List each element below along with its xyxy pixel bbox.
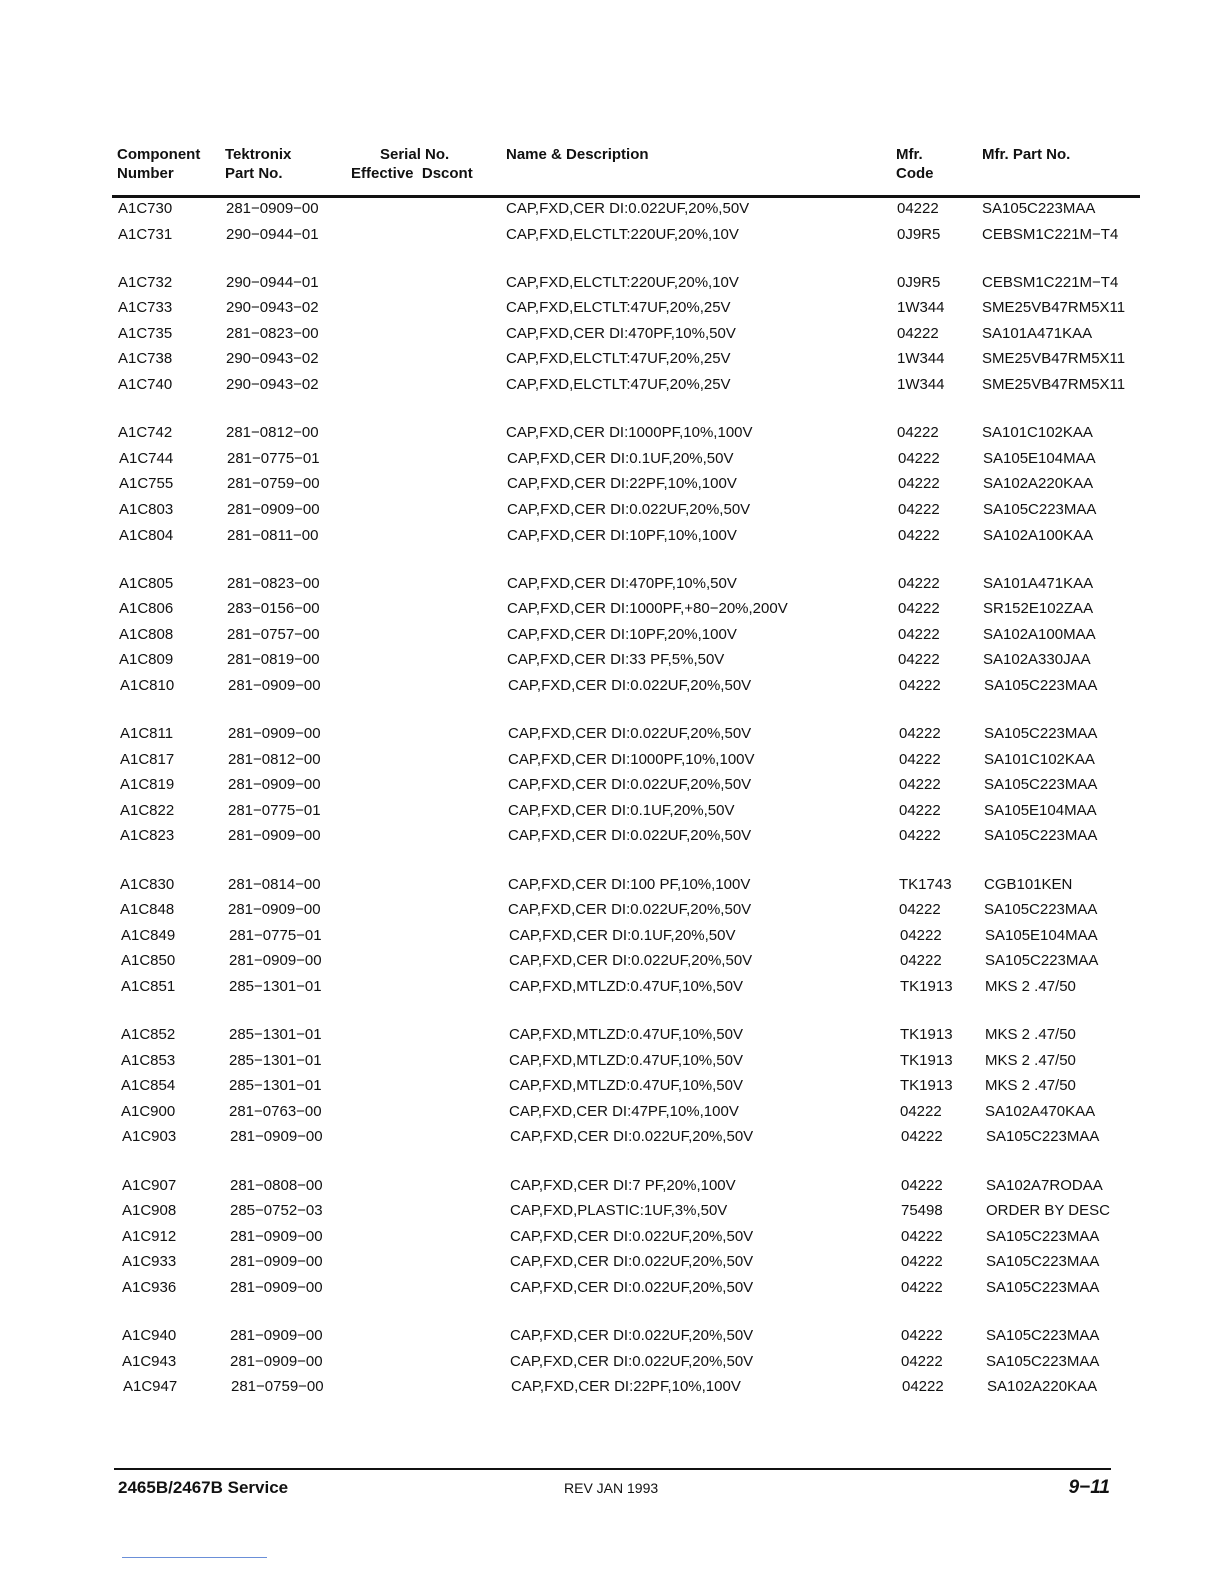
mfr-code: 04222 — [898, 475, 940, 493]
mfr-part-no: SA105C223MAA — [984, 901, 1098, 919]
mfr-part-no: MKS 2 .47/50 — [985, 977, 1076, 995]
table-row — [0, 1228, 1224, 1254]
mfr-part-no: SA102A220KAA — [987, 1378, 1098, 1396]
tektronix-part-no: 281−0909−00 — [230, 1253, 323, 1271]
component-number: A1C943 — [122, 1352, 177, 1370]
table-row — [0, 827, 1224, 853]
tektronix-part-no: 285−0752−03 — [230, 1202, 323, 1220]
component-number: A1C803 — [119, 500, 174, 518]
mfr-part-no: SA105C223MAA — [986, 1352, 1100, 1370]
name-description: CAP,FXD,CER DI:0.1UF,20%,50V — [508, 801, 735, 819]
component-number: A1C848 — [120, 901, 175, 919]
table-row — [0, 600, 1224, 626]
mfr-part-no: SA105C223MAA — [984, 776, 1098, 794]
name-description: CAP,FXD,CER DI:0.022UF,20%,50V — [510, 1128, 754, 1146]
component-number: A1C903 — [122, 1128, 177, 1146]
mfr-part-no: SA101A471KAA — [983, 574, 1094, 592]
mfr-part-no: MKS 2 .47/50 — [985, 1051, 1076, 1069]
mfr-code: 04222 — [899, 750, 941, 768]
tektronix-part-no: 281−0808−00 — [230, 1176, 323, 1194]
mfr-code: 04222 — [898, 500, 940, 518]
mfr-code: 04222 — [898, 651, 940, 669]
table-row — [0, 952, 1224, 978]
tektronix-part-no: 281−0909−00 — [228, 677, 321, 694]
name-description: CAP,FXD,ELCTLT:220UF,20%,10V — [506, 225, 739, 243]
tektronix-part-no: 281−0759−00 — [231, 1378, 324, 1396]
table-row — [0, 901, 1224, 927]
mfr-part-no: SME25VB47RM5X11 — [982, 350, 1126, 368]
table-row — [0, 424, 1224, 450]
component-number: A1C908 — [122, 1202, 177, 1220]
table-row — [0, 876, 1224, 902]
name-description: CAP,FXD,CER DI:0.022UF,20%,50V — [508, 677, 752, 694]
tektronix-part-no: 281−0775−01 — [229, 926, 322, 944]
table-row — [0, 325, 1224, 351]
table-row — [0, 575, 1224, 601]
table-row — [0, 1327, 1224, 1353]
table-row — [0, 274, 1224, 300]
component-number: A1C731 — [118, 225, 173, 243]
tektronix-part-no: 281−0757−00 — [227, 625, 320, 643]
name-description: CAP,FXD,MTLZD:0.47UF,10%,50V — [509, 1051, 743, 1069]
name-description: CAP,FXD,CER DI:100 PF,10%,100V — [508, 875, 751, 893]
mfr-code: 04222 — [901, 1227, 943, 1245]
mfr-part-no: SME25VB47RM5X11 — [982, 299, 1126, 317]
name-description: CAP,FXD,CER DI:0.1UF,20%,50V — [507, 449, 734, 467]
table-row — [0, 626, 1224, 652]
tektronix-part-no: 281−0909−00 — [230, 1227, 323, 1245]
mfr-part-no: SA102A220KAA — [983, 475, 1094, 493]
component-number: A1C730 — [118, 200, 173, 217]
component-number: A1C853 — [121, 1051, 176, 1069]
header-mfr-part-no: Mfr. Part No. — [982, 146, 1071, 163]
table-row — [0, 651, 1224, 677]
table-row — [0, 1378, 1224, 1404]
name-description: CAP,FXD,CER DI:47PF,10%,100V — [509, 1102, 739, 1120]
tektronix-part-no: 281−0812−00 — [226, 424, 319, 442]
table-row — [0, 1279, 1224, 1305]
mfr-code: 04222 — [898, 526, 940, 544]
mfr-code: 04222 — [897, 200, 939, 217]
mfr-part-no: SA105C223MAA — [986, 1128, 1100, 1146]
tektronix-part-no: 281−0812−00 — [228, 750, 321, 768]
name-description: CAP,FXD,ELCTLT:47UF,20%,25V — [506, 350, 731, 368]
tektronix-part-no: 281−0759−00 — [227, 475, 320, 493]
table-row — [0, 802, 1224, 828]
mfr-part-no: SA105C223MAA — [986, 1253, 1100, 1271]
table-row — [0, 1103, 1224, 1129]
component-number: A1C936 — [122, 1278, 177, 1296]
table-row — [0, 200, 1224, 226]
header-tektronix-part-no: Tektronix Part No. — [225, 146, 292, 182]
tektronix-part-no: 281−0909−00 — [230, 1278, 323, 1296]
mfr-code: 04222 — [901, 1128, 943, 1146]
tektronix-part-no: 281−0819−00 — [227, 651, 320, 669]
mfr-part-no: SA101A471KAA — [982, 324, 1093, 342]
name-description: CAP,FXD,CER DI:10PF,10%,100V — [507, 526, 737, 544]
name-description: CAP,FXD,CER DI:1000PF,10%,100V — [506, 424, 753, 442]
component-number: A1C900 — [121, 1102, 176, 1120]
component-number: A1C819 — [120, 776, 175, 794]
tektronix-part-no: 285−1301−01 — [229, 1077, 322, 1095]
mfr-part-no: MKS 2 .47/50 — [985, 1026, 1076, 1044]
table-row — [0, 501, 1224, 527]
component-number: A1C850 — [121, 952, 176, 970]
table-row — [0, 751, 1224, 777]
mfr-code: 04222 — [899, 827, 941, 845]
name-description: CAP,FXD,CER DI:470PF,10%,50V — [506, 324, 736, 342]
tektronix-part-no: 281−0763−00 — [229, 1102, 322, 1120]
component-number: A1C851 — [121, 977, 176, 995]
mfr-part-no: SA105E104MAA — [984, 801, 1097, 819]
component-number: A1C912 — [122, 1227, 177, 1245]
table-row — [0, 1026, 1224, 1052]
mfr-part-no: SR152E102ZAA — [983, 600, 1094, 618]
name-description: CAP,FXD,CER DI:0.022UF,20%,50V — [506, 200, 750, 217]
name-description: CAP,FXD,CER DI:33 PF,5%,50V — [507, 651, 725, 669]
scan-mark-line — [122, 1557, 267, 1558]
name-description: CAP,FXD,CER DI:7 PF,20%,100V — [510, 1176, 736, 1194]
mfr-part-no: SA105C223MAA — [986, 1227, 1100, 1245]
name-description: CAP,FXD,CER DI:22PF,10%,100V — [507, 475, 737, 493]
name-description: CAP,FXD,PLASTIC:1UF,3%,50V — [510, 1202, 728, 1220]
mfr-code: 04222 — [897, 324, 939, 342]
mfr-code: 75498 — [901, 1202, 943, 1220]
name-description: CAP,FXD,CER DI:0.022UF,20%,50V — [508, 827, 752, 845]
tektronix-part-no: 281−0823−00 — [226, 324, 319, 342]
mfr-code: TK1743 — [899, 875, 952, 893]
name-description: CAP,FXD,CER DI:0.022UF,20%,50V — [508, 901, 752, 919]
mfr-code: TK1913 — [900, 977, 953, 995]
name-description: CAP,FXD,CER DI:0.022UF,20%,50V — [508, 725, 752, 743]
table-row — [0, 299, 1224, 325]
tektronix-part-no: 290−0943−02 — [226, 350, 319, 368]
component-number: A1C830 — [120, 875, 175, 893]
mfr-part-no: SA105E104MAA — [983, 449, 1096, 467]
name-description: CAP,FXD,CER DI:0.022UF,20%,50V — [510, 1326, 754, 1344]
name-description: CAP,FXD,CER DI:0.022UF,20%,50V — [510, 1352, 754, 1370]
table-row — [0, 1202, 1224, 1228]
name-description: CAP,FXD,ELCTLT:47UF,20%,25V — [506, 376, 731, 394]
mfr-code: 04222 — [901, 1326, 943, 1344]
mfr-code: 04222 — [901, 1176, 943, 1194]
mfr-part-no: SA105C223MAA — [983, 500, 1097, 518]
name-description: CAP,FXD,ELCTLT:220UF,20%,10V — [506, 273, 739, 291]
tektronix-part-no: 290−0944−01 — [226, 273, 319, 291]
mfr-code: 04222 — [897, 424, 939, 442]
header-component-number: Component Number — [117, 146, 201, 182]
footer-rule — [114, 1468, 1111, 1470]
table-row — [0, 725, 1224, 751]
tektronix-part-no: 281−0909−00 — [230, 1128, 323, 1146]
table-row — [0, 527, 1224, 553]
name-description: CAP,FXD,CER DI:0.022UF,20%,50V — [508, 776, 752, 794]
table-row — [0, 1177, 1224, 1203]
mfr-part-no: SA105C223MAA — [984, 677, 1098, 694]
table-row — [0, 226, 1224, 252]
component-number: A1C822 — [120, 801, 175, 819]
mfr-code: TK1913 — [900, 1026, 953, 1044]
mfr-code: 0J9R5 — [897, 225, 941, 243]
table-row — [0, 1052, 1224, 1078]
tektronix-part-no: 281−0909−00 — [228, 901, 321, 919]
mfr-part-no: SA105E104MAA — [985, 926, 1098, 944]
component-number: A1C854 — [121, 1077, 176, 1095]
tektronix-part-no: 281−0909−00 — [228, 725, 321, 743]
table-row — [0, 376, 1224, 402]
component-number: A1C817 — [120, 750, 175, 768]
name-description: CAP,FXD,CER DI:0.1UF,20%,50V — [509, 926, 736, 944]
mfr-part-no: CGB101KEN — [984, 875, 1073, 893]
component-number: A1C805 — [119, 574, 174, 592]
mfr-part-no: CEBSM1C221M−T4 — [982, 273, 1119, 291]
table-row — [0, 350, 1224, 376]
table-row — [0, 927, 1224, 953]
component-number: A1C742 — [118, 424, 173, 442]
name-description: CAP,FXD,CER DI:10PF,20%,100V — [507, 625, 737, 643]
mfr-code: 04222 — [900, 926, 942, 944]
name-description: CAP,FXD,CER DI:1000PF,10%,100V — [508, 750, 755, 768]
component-number: A1C933 — [122, 1253, 177, 1271]
mfr-part-no: SA105C223MAA — [984, 725, 1098, 743]
mfr-part-no: SA102A100KAA — [983, 526, 1094, 544]
tektronix-part-no: 285−1301−01 — [229, 1051, 322, 1069]
component-number: A1C755 — [119, 475, 174, 493]
mfr-code: 04222 — [899, 725, 941, 743]
name-description: CAP,FXD,CER DI:0.022UF,20%,50V — [509, 952, 753, 970]
component-number: A1C947 — [123, 1378, 178, 1396]
component-number: A1C809 — [119, 651, 174, 669]
component-number: A1C907 — [122, 1176, 177, 1194]
name-description: CAP,FXD,CER DI:470PF,10%,50V — [507, 574, 737, 592]
tektronix-part-no: 281−0811−00 — [227, 526, 319, 544]
mfr-code: 1W344 — [897, 376, 945, 394]
tektronix-part-no: 283−0156−00 — [227, 600, 320, 618]
mfr-code: 04222 — [898, 574, 940, 592]
component-number: A1C808 — [119, 625, 174, 643]
mfr-code: 04222 — [899, 901, 941, 919]
component-number: A1C740 — [118, 376, 173, 394]
mfr-code: 04222 — [899, 677, 941, 694]
table-row — [0, 1128, 1224, 1154]
mfr-code: 04222 — [899, 801, 941, 819]
header-mfr-code: Mfr. Code — [896, 146, 934, 182]
tektronix-part-no: 281−0909−00 — [230, 1326, 323, 1344]
mfr-part-no: SA105C223MAA — [984, 827, 1098, 845]
header-rule — [112, 195, 1140, 198]
mfr-part-no: CEBSM1C221M−T4 — [982, 225, 1119, 243]
parts-table — [0, 200, 1224, 1404]
component-number: A1C823 — [120, 827, 175, 845]
tektronix-part-no: 281−0909−00 — [227, 500, 320, 518]
mfr-code: 04222 — [901, 1352, 943, 1370]
mfr-part-no: ORDER BY DESC — [986, 1202, 1110, 1220]
tektronix-part-no: 281−0909−00 — [230, 1352, 323, 1370]
tektronix-part-no: 290−0943−02 — [226, 299, 319, 317]
mfr-code: 1W344 — [897, 350, 945, 368]
component-number: A1C732 — [118, 273, 173, 291]
component-number: A1C733 — [118, 299, 173, 317]
mfr-code: 04222 — [901, 1253, 943, 1271]
table-row — [0, 1253, 1224, 1279]
table-row — [0, 776, 1224, 802]
mfr-code: 04222 — [899, 776, 941, 794]
mfr-code: 1W344 — [897, 299, 945, 317]
mfr-part-no: SA101C102KAA — [984, 750, 1095, 768]
table-row — [0, 1353, 1224, 1379]
mfr-code: TK1913 — [900, 1077, 953, 1095]
footer-page-number: 9−11 — [1068, 1477, 1110, 1498]
tektronix-part-no: 281−0814−00 — [228, 875, 321, 893]
tektronix-part-no: 281−0909−00 — [228, 776, 321, 794]
component-number: A1C738 — [118, 350, 173, 368]
component-number: A1C804 — [119, 526, 174, 544]
mfr-code: 04222 — [898, 625, 940, 643]
tektronix-part-no: 281−0775−01 — [227, 449, 320, 467]
name-description: CAP,FXD,MTLZD:0.47UF,10%,50V — [509, 1077, 743, 1095]
mfr-code: 04222 — [898, 600, 940, 618]
tektronix-part-no: 281−0909−00 — [226, 200, 319, 217]
tektronix-part-no: 285−1301−01 — [229, 1026, 322, 1044]
table-row — [0, 677, 1224, 703]
mfr-part-no: SA102A330JAA — [983, 651, 1091, 669]
tektronix-part-no: 281−0909−00 — [229, 952, 322, 970]
name-description: CAP,FXD,MTLZD:0.47UF,10%,50V — [509, 977, 743, 995]
mfr-part-no: MKS 2 .47/50 — [985, 1077, 1076, 1095]
tektronix-part-no: 290−0944−01 — [226, 225, 319, 243]
mfr-part-no: SA105C223MAA — [982, 200, 1096, 217]
component-number: A1C806 — [119, 600, 174, 618]
mfr-code: 04222 — [900, 952, 942, 970]
table-row — [0, 1077, 1224, 1103]
mfr-part-no: SA105C223MAA — [986, 1326, 1100, 1344]
mfr-code: 04222 — [898, 449, 940, 467]
name-description: CAP,FXD,CER DI:0.022UF,20%,50V — [510, 1278, 754, 1296]
name-description: CAP,FXD,ELCTLT:47UF,20%,25V — [506, 299, 731, 317]
mfr-part-no: SA105C223MAA — [985, 952, 1099, 970]
footer-revision: REV JAN 1993 — [564, 1480, 659, 1496]
mfr-code: 0J9R5 — [897, 273, 941, 291]
name-description: CAP,FXD,CER DI:22PF,10%,100V — [511, 1378, 741, 1396]
tektronix-part-no: 281−0775−01 — [228, 801, 321, 819]
mfr-part-no: SA102A470KAA — [985, 1102, 1096, 1120]
tektronix-part-no: 290−0943−02 — [226, 376, 319, 394]
mfr-code: 04222 — [901, 1278, 943, 1296]
component-number: A1C849 — [121, 926, 176, 944]
header-name-description: Name & Description — [506, 146, 649, 163]
table-row — [0, 475, 1224, 501]
component-number: A1C940 — [122, 1326, 177, 1344]
mfr-part-no: SME25VB47RM5X11 — [982, 376, 1126, 394]
name-description: CAP,FXD,CER DI:0.022UF,20%,50V — [507, 500, 751, 518]
component-number: A1C735 — [118, 324, 173, 342]
tektronix-part-no: 281−0823−00 — [227, 574, 320, 592]
header-serial-no: Serial No. Effective Dscont — [351, 146, 473, 182]
footer-manual-title: 2465B/2467B Service — [118, 1478, 289, 1497]
component-number: A1C810 — [120, 677, 175, 694]
component-number: A1C811 — [120, 725, 174, 743]
table-row — [0, 978, 1224, 1004]
name-description: CAP,FXD,CER DI:0.022UF,20%,50V — [510, 1253, 754, 1271]
mfr-part-no: SA105C223MAA — [986, 1278, 1100, 1296]
table-row — [0, 450, 1224, 476]
name-description: CAP,FXD,CER DI:1000PF,+80−20%,200V — [507, 600, 788, 618]
mfr-part-no: SA101C102KAA — [982, 424, 1093, 442]
mfr-part-no: SA102A100MAA — [983, 625, 1096, 643]
name-description: CAP,FXD,MTLZD:0.47UF,10%,50V — [509, 1026, 743, 1044]
tektronix-part-no: 285−1301−01 — [229, 977, 322, 995]
component-number: A1C852 — [121, 1026, 176, 1044]
mfr-code: TK1913 — [900, 1051, 953, 1069]
name-description: CAP,FXD,CER DI:0.022UF,20%,50V — [510, 1227, 754, 1245]
mfr-code: 04222 — [900, 1102, 942, 1120]
tektronix-part-no: 281−0909−00 — [228, 827, 321, 845]
mfr-part-no: SA102A7RODAA — [986, 1176, 1103, 1194]
component-number: A1C744 — [119, 449, 174, 467]
mfr-code: 04222 — [902, 1378, 944, 1396]
